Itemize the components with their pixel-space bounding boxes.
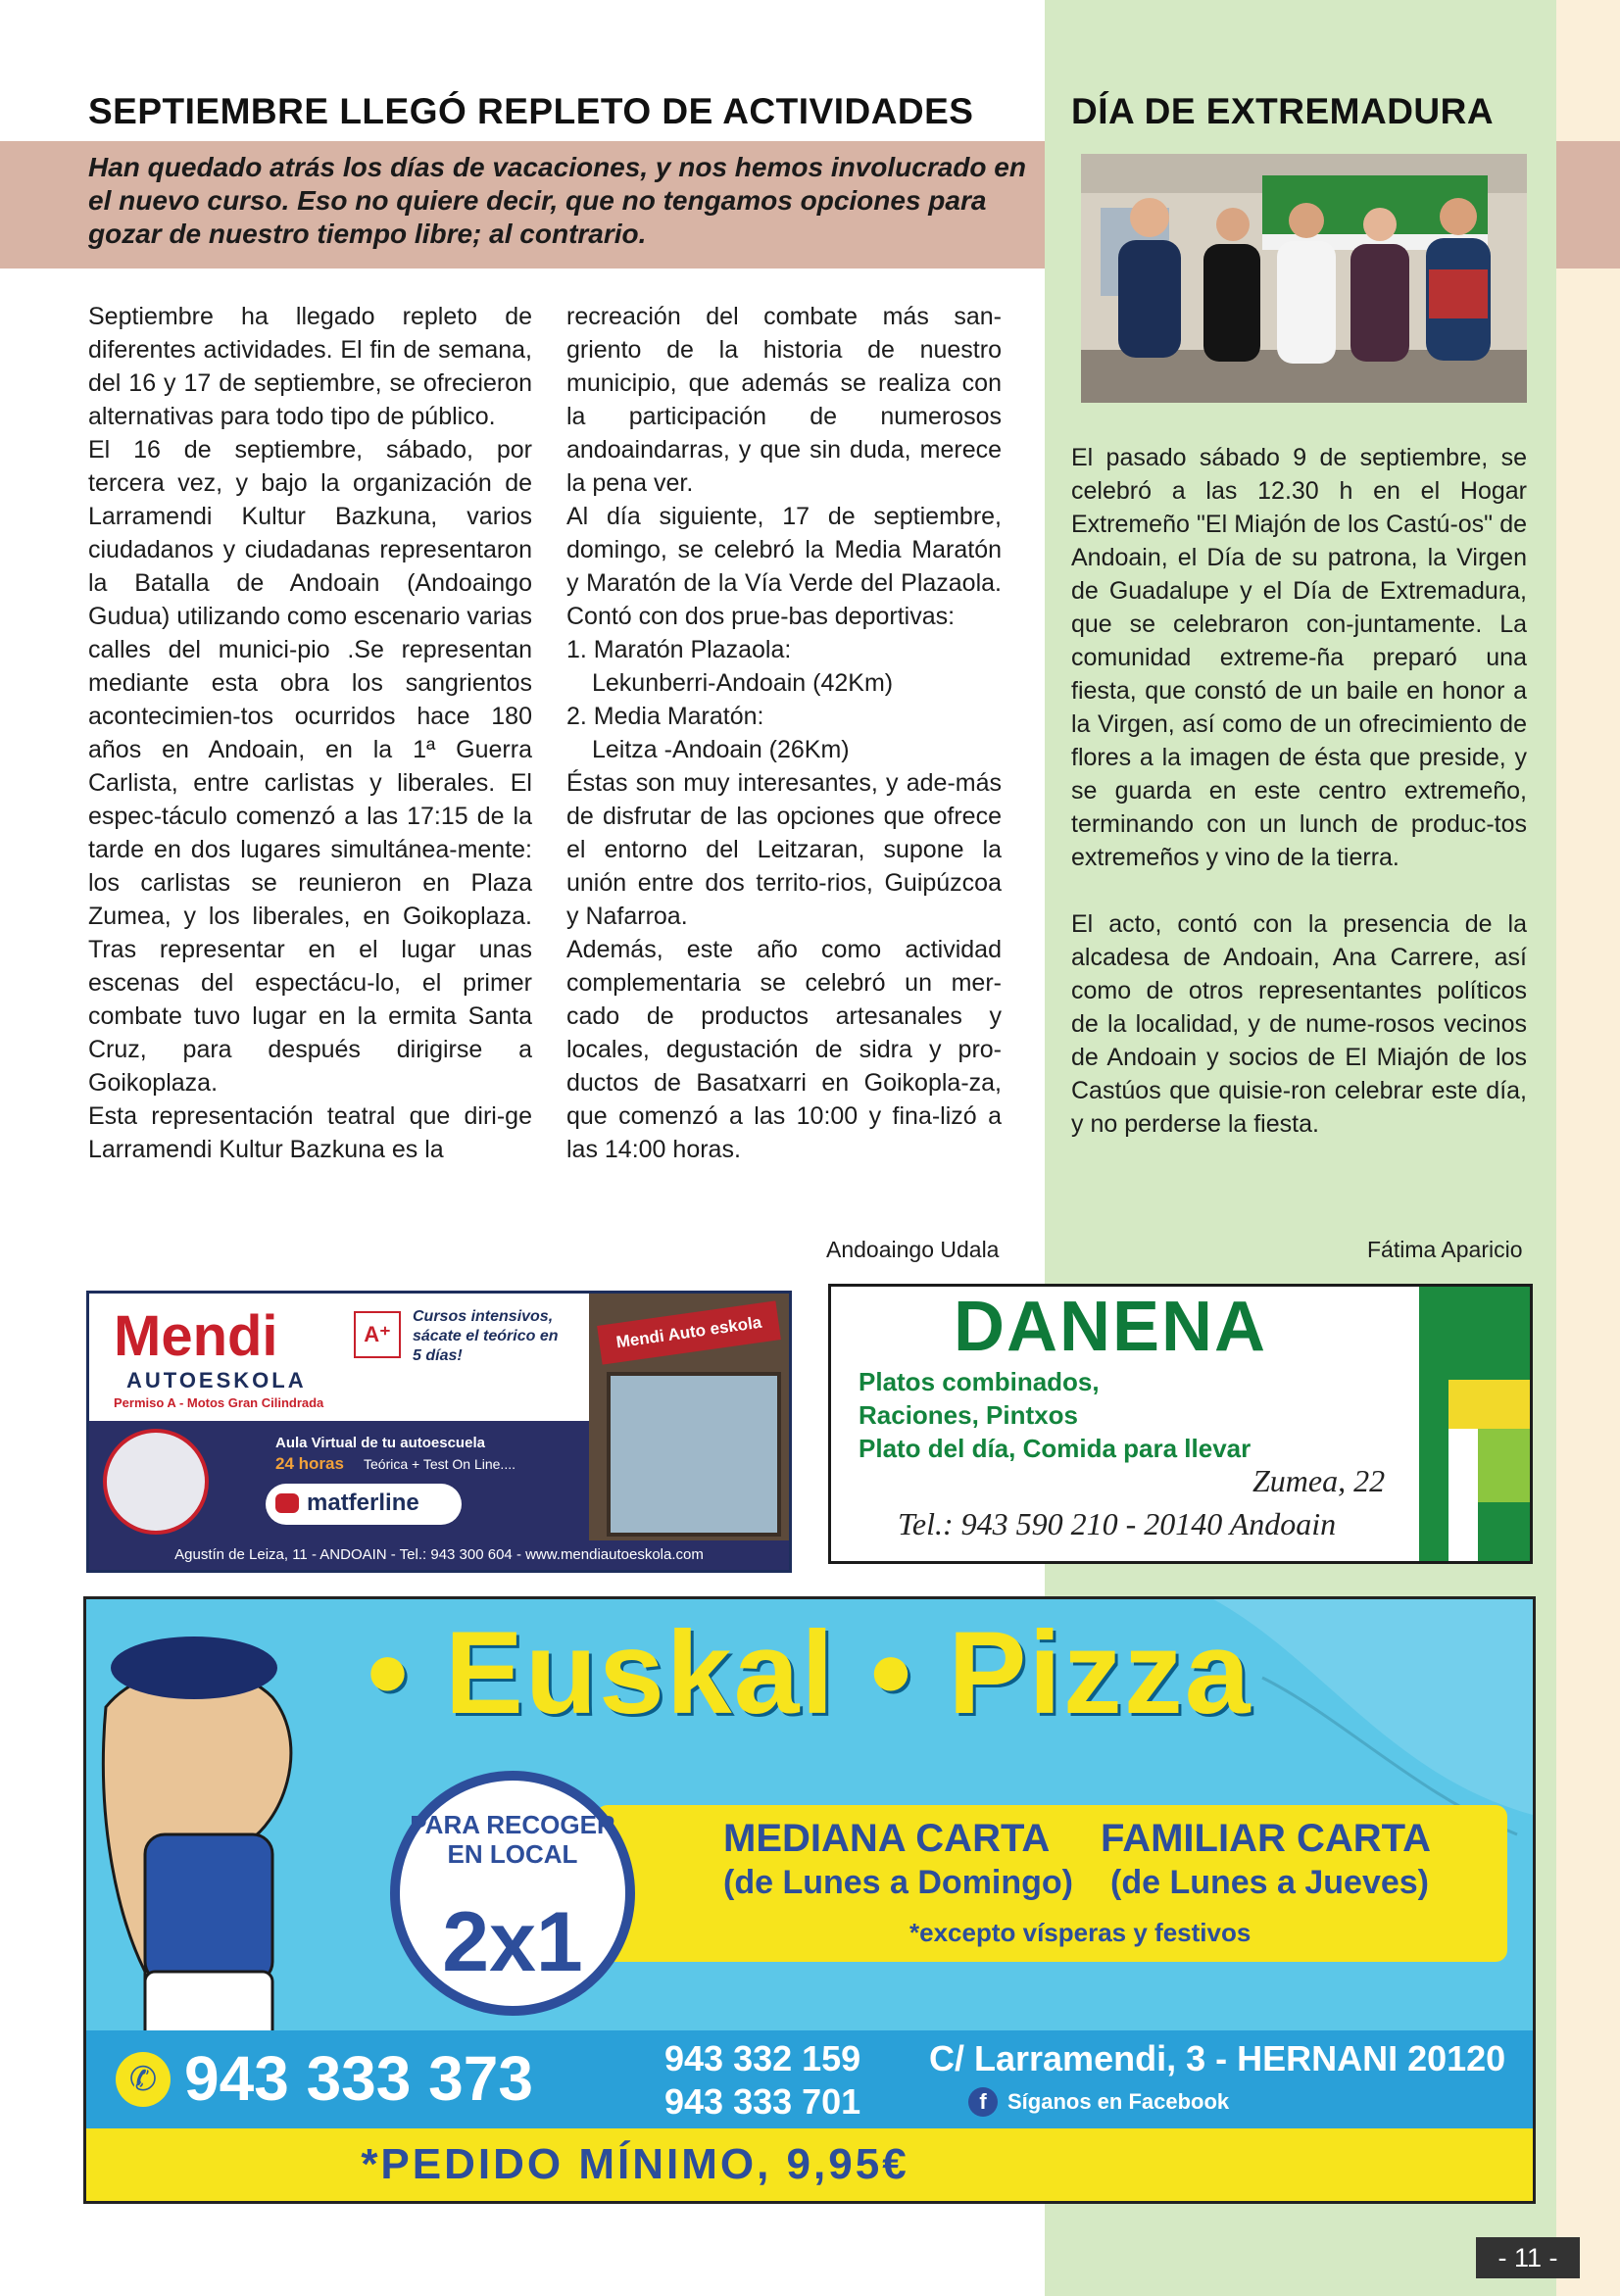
car-icon bbox=[275, 1493, 299, 1513]
list-item: 1. Maratón Plazaola: bbox=[566, 636, 792, 663]
left-article-intro: Han quedado atrás los días de vacaciones, y nos hemos involucrado en el nuevo curso. Eso no quiere decir, que no tengamos opciones para gozar de nuestro tiempo libre; al contrario. bbox=[88, 152, 1026, 249]
danena-menu-line: Raciones, Pintxos bbox=[859, 1400, 1078, 1430]
paragraph-spacer bbox=[1071, 874, 1527, 907]
mendi-storefront-photo bbox=[589, 1294, 789, 1540]
storefront-window bbox=[607, 1372, 781, 1537]
paragraph: recreación del combate más san-griento de la historia de nuestro municipio, que además se realiza con la participación de numerosos andoaindarras, y que sin duda, merece la pena ver. bbox=[566, 303, 1002, 497]
pizza-minimum-bar bbox=[86, 2128, 1533, 2201]
offer-exception: *excepto vísperas y festivos bbox=[909, 1918, 1252, 1947]
intro-band-edge bbox=[1556, 141, 1620, 269]
matferline-logo bbox=[266, 1484, 462, 1525]
list-item-detail: Lekunberri-Andoain (42Km) bbox=[592, 669, 894, 697]
paragraph: Septiembre ha llegado repleto de diferentes actividades. El fin de semana, del 16 y 17 de septiembre, se ofrecieron alternativas para todo tipo de público. bbox=[88, 303, 532, 430]
danena-menu-line: Platos combinados, bbox=[859, 1367, 1100, 1396]
offer-familiar-title: FAMILIAR CARTA bbox=[1101, 1817, 1431, 1860]
mendi-logo-subtitle: AUTOESKOLA bbox=[126, 1368, 307, 1392]
mendi-offer-text: Cursos intensivos, sácate el teórico en 5 días! bbox=[413, 1308, 559, 1364]
danena-menu-lines bbox=[859, 1365, 1251, 1465]
mendi-autoeskola-ad[interactable] bbox=[86, 1291, 792, 1573]
paragraph: El pasado sábado 9 de septiembre, se celebró a las 12.30 h en el Hogar Extremeño "El Miajón de los Castú-os" de Andoain, el Día de su patrona, la Virgen de Guadalupe y el Día de Extremadura, que se celebraron con-juntamente. La comunidad extreme-ña preparó una fiesta, que constó de un baile en honor a la Virgen, así como de un ofrecimiento de flores a la imagen de ésta que preside, y se guarda en este centro extremeño, terminando con un lunch de produc-tos extremeños y vino de la tierra. bbox=[1071, 444, 1527, 871]
mendi-hours-text: 24 horas bbox=[275, 1454, 344, 1473]
right-article-credit: Fátima Aparicio bbox=[1367, 1237, 1523, 1262]
pizza-offer-panel bbox=[596, 1805, 1507, 1962]
paragraph: El acto, contó con la presencia de la alcadesa de Andoain, Ana Carrere, así como de otros representantes políticos de la localidad, y de nume-rosos vecinos de Andoain y socios de El Miajón de los Castúos que quisie-ron celebrar este día, y no perderse la fiesta. bbox=[1071, 910, 1527, 1138]
mendi-footer-address: Agustín de Leiza, 11 - ANDOAIN - Tel.: 943 300 604 - www.mendiautoeskola.com bbox=[89, 1540, 789, 1570]
mendi-online-panel bbox=[89, 1421, 599, 1540]
offer-mediana-title: MEDIANA CARTA bbox=[723, 1817, 1051, 1860]
applus-badge-icon: A⁺ bbox=[354, 1311, 401, 1358]
left-article-title: SEPTIEMBRE LLEGÓ REPLETO DE ACTIVIDADES bbox=[88, 91, 974, 131]
group-photo-illustration bbox=[1081, 154, 1527, 403]
paragraph: Además, este año como actividad complementaria se celebró un mer-cado de productos artesanales y locales, degustación de sidra y pro-ductos de Basatxarri en Goikopla-za, que comenzó a las 10:00 y fina-lizó a las 14:00 horas. bbox=[566, 936, 1002, 1163]
paragraph: Éstas son muy interesantes, y ade-más de disfrutar de las opciones que ofrece el entorno del Leitzaran, supone la unión entre dos territo-rios, Guipúzcoa y Nafarroa. bbox=[566, 769, 1002, 930]
left-article-credit: Andoaingo Udala bbox=[826, 1237, 1000, 1262]
storefront-sign: Mendi Auto eskola bbox=[597, 1300, 781, 1364]
mendi-logo-text: Mendi bbox=[114, 1304, 278, 1368]
2x1-badge bbox=[390, 1771, 635, 2016]
euskal-pizza-title: • Euskal • Pizza bbox=[367, 1607, 1252, 1738]
pizza-main-phone: 943 333 373 bbox=[184, 2043, 533, 2114]
pizza-minimum-order: *PEDIDO MÍNIMO, 9,95€ bbox=[361, 2140, 909, 2188]
matferline-logo-text: matferline bbox=[307, 1490, 419, 1516]
paragraph: Al día siguiente, 17 de septiembre, domingo, se celebró la Media Maratón y Maratón de la Vía Verde del Plazaola. Contó con dos prue-bas deportivas: bbox=[566, 503, 1002, 630]
pizza-phone-3: 943 333 701 bbox=[664, 2081, 861, 2122]
euskal-pizza-ad[interactable] bbox=[83, 1596, 1536, 2204]
page-number: - 11 - bbox=[1476, 2237, 1580, 2278]
badge-2x1: 2x1 bbox=[442, 1895, 583, 1989]
pizza-phone-2: 943 332 159 bbox=[664, 2038, 861, 2078]
list-item: 2. Media Maratón: bbox=[566, 703, 764, 730]
danena-address: Zumea, 22 bbox=[1252, 1463, 1386, 1498]
danena-decoration bbox=[1419, 1287, 1530, 1561]
extremadura-group-photo bbox=[1081, 154, 1527, 403]
danena-menu-line: Plato del día, Comida para llevar bbox=[859, 1434, 1252, 1463]
offer-familiar-days: (de Lunes a Jueves) bbox=[1110, 1864, 1430, 1901]
left-article-column-1 bbox=[88, 300, 532, 1166]
offer-mediana-days: (de Lunes a Domingo) bbox=[723, 1864, 1073, 1901]
right-article-body bbox=[1071, 441, 1527, 1141]
pizza-facebook-text: Síganos en Facebook bbox=[1007, 2089, 1230, 2114]
danena-name: DANENA bbox=[954, 1288, 1268, 1366]
mendi-aula-text: Aula Virtual de tu autoescuela bbox=[275, 1435, 485, 1451]
mendi-test-text: Teórica + Test On Line.... bbox=[364, 1456, 515, 1472]
paragraph: El 16 de septiembre, sábado, por tercera vez, y bajo la organización de Larramendi Kultur Bazkuna, varios ciudadanos y ciudadanas representaron la Batalla de Andoain (Andoaingo Gudua) utilizando como escenario varias calles del munici-pio .Se representan mediante esta obra los sangrientos acontecimien-tos ocurridos hace 180 años en Andoain, en la 1ª Guerra Carlista, entre carlistas y liberales. El espec-táculo comenzó a las 17:15 de la tarde en dos lugares simultánea-mente: los carlistas se reunieron en Plaza Zumea, y los liberales, en Goikoplaza. Tras representar en el lugar unas escenas del espectácu-lo, el primer combate tuvo lugar en la ermita Santa Cruz, para después dirigirse a Goikoplaza. bbox=[88, 436, 533, 1097]
pizza-address: C/ Larramendi, 3 - HERNANI 20120 bbox=[929, 2038, 1506, 2078]
right-article-title: DÍA DE EXTREMADURA bbox=[1071, 91, 1495, 131]
danena-restaurant-ad[interactable] bbox=[828, 1284, 1533, 1564]
danena-phone: Tel.: 943 590 210 - 20140 Andoain bbox=[898, 1506, 1337, 1541]
left-article-column-2 bbox=[566, 300, 1002, 1166]
mendi-permit-text: Permiso A - Motos Gran Cilindrada bbox=[114, 1395, 324, 1410]
online-badge-icon bbox=[103, 1429, 209, 1535]
right-margin-strip bbox=[1556, 0, 1620, 2296]
pizza-contact-bar bbox=[86, 2030, 1533, 2128]
paragraph: Esta representación teatral que diri-ge Larramendi Kultur Bazkuna es la bbox=[88, 1102, 532, 1163]
badge-text: PARA RECOGER EN LOCAL bbox=[410, 1810, 615, 1869]
phone-icon: ✆ bbox=[116, 2052, 171, 2107]
facebook-icon[interactable]: f bbox=[968, 2087, 998, 2117]
list-item-detail: Leitza -Andoain (26Km) bbox=[592, 736, 850, 763]
